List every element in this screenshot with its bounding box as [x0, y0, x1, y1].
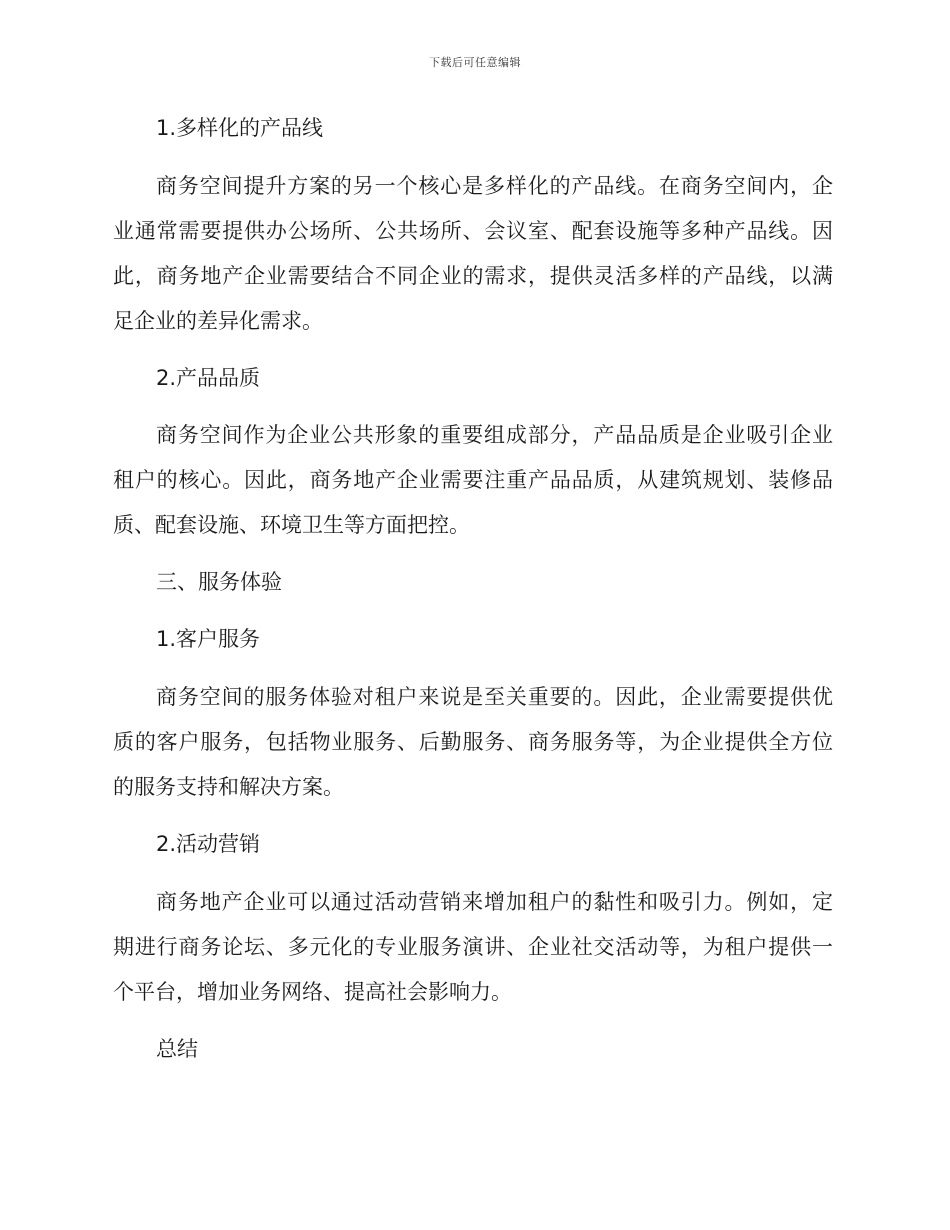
- paragraph-line: 个平台，增加业务网络、提高社会影响力。: [113, 980, 512, 1004]
- section-heading: 1.客户服务: [156, 627, 261, 651]
- paragraph-line: 商务空间的服务体验对租户来说是至关重要的。因此，企业需要提供优: [156, 685, 833, 709]
- paragraph-line: 商务空间提升方案的另一个核心是多样化的产品线。在商务空间内，企: [156, 174, 833, 198]
- paragraph-line: 质、配套设施、环境卫生等方面把控。: [113, 513, 470, 537]
- page-header: 下载后可任意编辑: [429, 56, 521, 69]
- paragraph-line: 业通常需要提供办公场所、公共场所、会议室、配套设施等多种产品线。因: [113, 219, 833, 243]
- section-heading: 1.多样化的产品线: [156, 116, 324, 140]
- paragraph-line: 商务地产企业可以通过活动营销来增加租户的黏性和吸引力。例如，定: [156, 890, 833, 914]
- paragraph: [113, 880, 833, 1015]
- paragraph-line: 质的客户服务，包括物业服务、后勤服务、商务服务等，为企业提供全方位: [113, 730, 833, 754]
- paragraph-line: 此，商务地产企业需要结合不同企业的需求，提供灵活多样的产品线，以满: [113, 264, 833, 288]
- section-heading: 2.活动营销: [156, 832, 261, 856]
- paragraph-line: 的服务支持和解决方案。: [113, 775, 344, 799]
- paragraph-line: 租户的核心。因此，商务地产企业需要注重产品品质，从建筑规划、装修品: [113, 468, 833, 492]
- paragraph-line: 期进行商务论坛、多元化的专业服务演讲、企业社交活动等，为租户提供一: [113, 935, 833, 959]
- paragraph: [113, 675, 833, 810]
- paragraph: [113, 413, 833, 548]
- section-heading: 总结: [156, 1037, 198, 1061]
- section-heading: 2.产品品质: [156, 366, 261, 390]
- paragraph: [113, 164, 833, 344]
- paragraph-line: 足企业的差异化需求。: [113, 309, 323, 333]
- section-heading: 三、服务体验: [156, 570, 282, 594]
- paragraph-line: 商务空间作为企业公共形象的重要组成部分，产品品质是企业吸引企业: [156, 423, 833, 447]
